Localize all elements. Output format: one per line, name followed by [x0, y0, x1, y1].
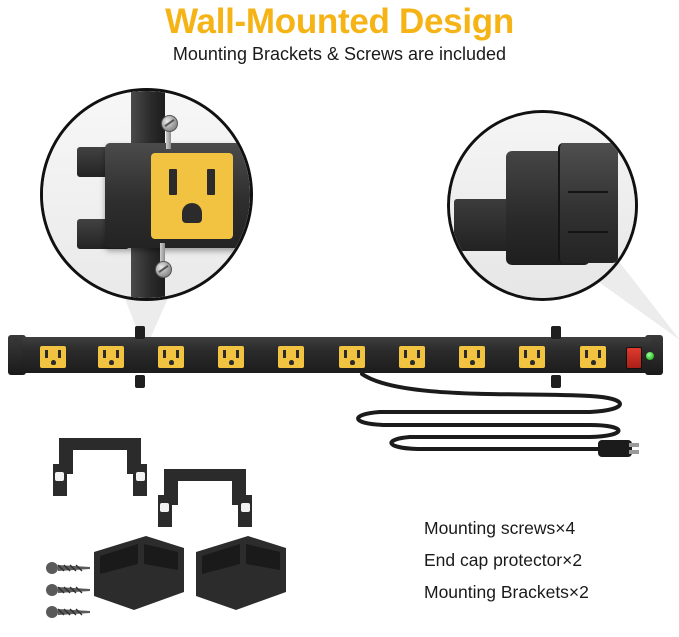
- outlet-3: [158, 346, 184, 368]
- outlet-1: [40, 346, 66, 368]
- power-plug: [598, 440, 639, 457]
- mounting-bracket-2: [150, 455, 260, 540]
- outlet-slot-left: [169, 169, 177, 195]
- screw-head-bottom: [155, 261, 172, 278]
- page-title: Wall-Mounted Design: [165, 2, 514, 41]
- mounting-tab-top-2: [551, 326, 561, 339]
- outlet-5: [278, 346, 304, 368]
- mounting-bracket-1: [45, 424, 155, 509]
- parts-item-3: Mounting Brackets×2: [424, 582, 589, 602]
- mounting-tab-top-1: [135, 326, 145, 339]
- end-cap-groove-top: [568, 191, 608, 193]
- end-cap-protector: [558, 143, 618, 263]
- callout-end-cap: [447, 110, 638, 301]
- parts-item-1: Mounting screws×4: [424, 518, 576, 538]
- parts-item-2: End cap protector×2: [424, 550, 583, 570]
- screw-head-top: [161, 115, 178, 132]
- outlet-face: [151, 153, 233, 239]
- power-indicator-led: [646, 352, 654, 360]
- outlet-slot-right: [207, 169, 215, 195]
- page-subtitle: Mounting Brackets & Screws are included: [172, 44, 507, 64]
- mounting-tab-bottom-1: [135, 375, 145, 388]
- mounting-screws: [44, 560, 104, 630]
- outlet-2: [98, 346, 124, 368]
- included-parts-list: [424, 512, 589, 608]
- outlet-ground-slot: [182, 203, 202, 223]
- outlet-4: [218, 346, 244, 368]
- callout-wall-mount: [40, 88, 253, 301]
- power-cord: [340, 362, 670, 457]
- end-cap-protector-2: [190, 530, 290, 615]
- end-cap-groove-bottom: [568, 231, 608, 233]
